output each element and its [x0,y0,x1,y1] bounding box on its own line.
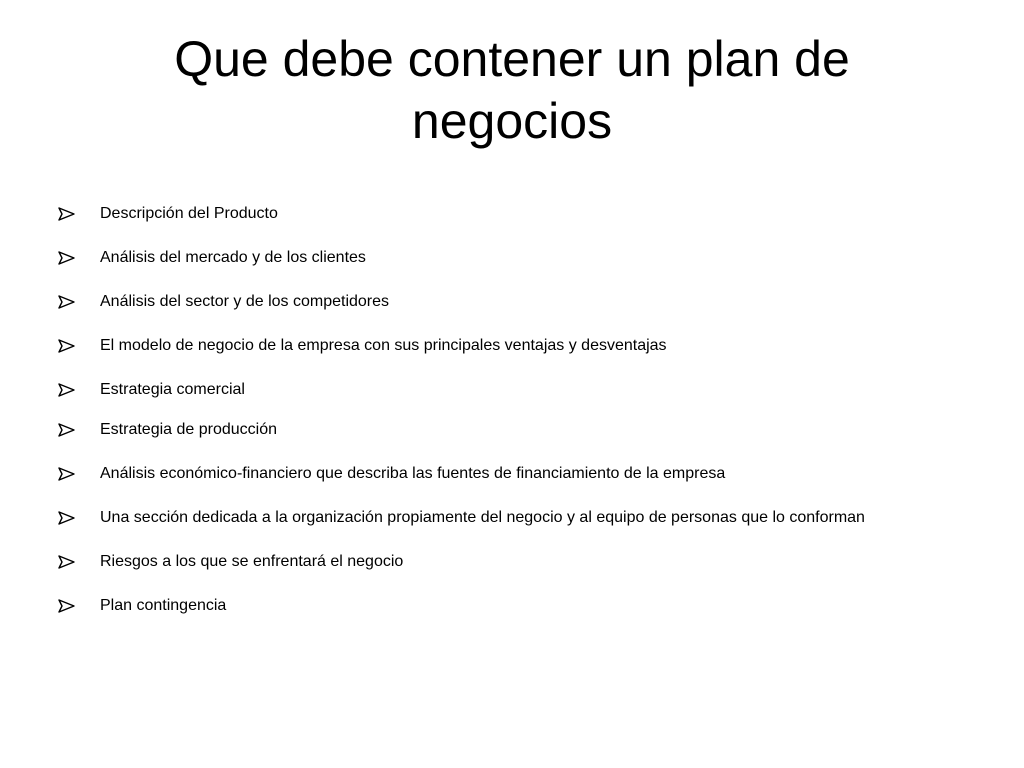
list-item [58,287,958,331]
list-item-text: Estrategia de producción [100,421,277,438]
list-item [58,503,958,547]
arrow-bullet-icon [58,383,76,397]
list-item-text: Una sección dedicada a la organización propiamente del negocio y al equipo de personas que lo conforman [100,509,865,526]
list-item [58,199,958,243]
list-item [58,415,958,459]
list-item-text: Riesgos a los que se enfrentará el negocio [100,553,404,570]
bullet-list [58,199,958,635]
list-item [58,331,958,375]
arrow-bullet-icon [58,207,76,221]
arrow-bullet-icon [58,423,76,437]
list-item-text: Análisis económico-financiero que describa las fuentes de financiamiento de la empresa [100,465,726,482]
arrow-bullet-icon [58,599,76,613]
list-item-text: Descripción del Producto [100,205,278,222]
arrow-bullet-icon [58,467,76,481]
list-item-text: Análisis del sector y de los competidores [100,293,390,310]
list-item [58,547,958,591]
list-item [58,591,958,635]
arrow-bullet-icon [58,555,76,569]
list-item [58,459,958,503]
list-item [58,375,958,415]
list-item-text: Análisis del mercado y de los clientes [100,249,366,266]
list-item-text: Estrategia comercial [100,381,245,398]
list-item-text: El modelo de negocio de la empresa con sus principales ventajas y desventajas [100,337,667,354]
list-item [58,243,958,287]
arrow-bullet-icon [58,295,76,309]
arrow-bullet-icon [58,251,76,265]
arrow-bullet-icon [58,511,76,525]
arrow-bullet-icon [58,339,76,353]
slide-title: Que debe contener un plan de negocios [174,31,850,149]
list-item-text: Plan contingencia [100,597,227,614]
